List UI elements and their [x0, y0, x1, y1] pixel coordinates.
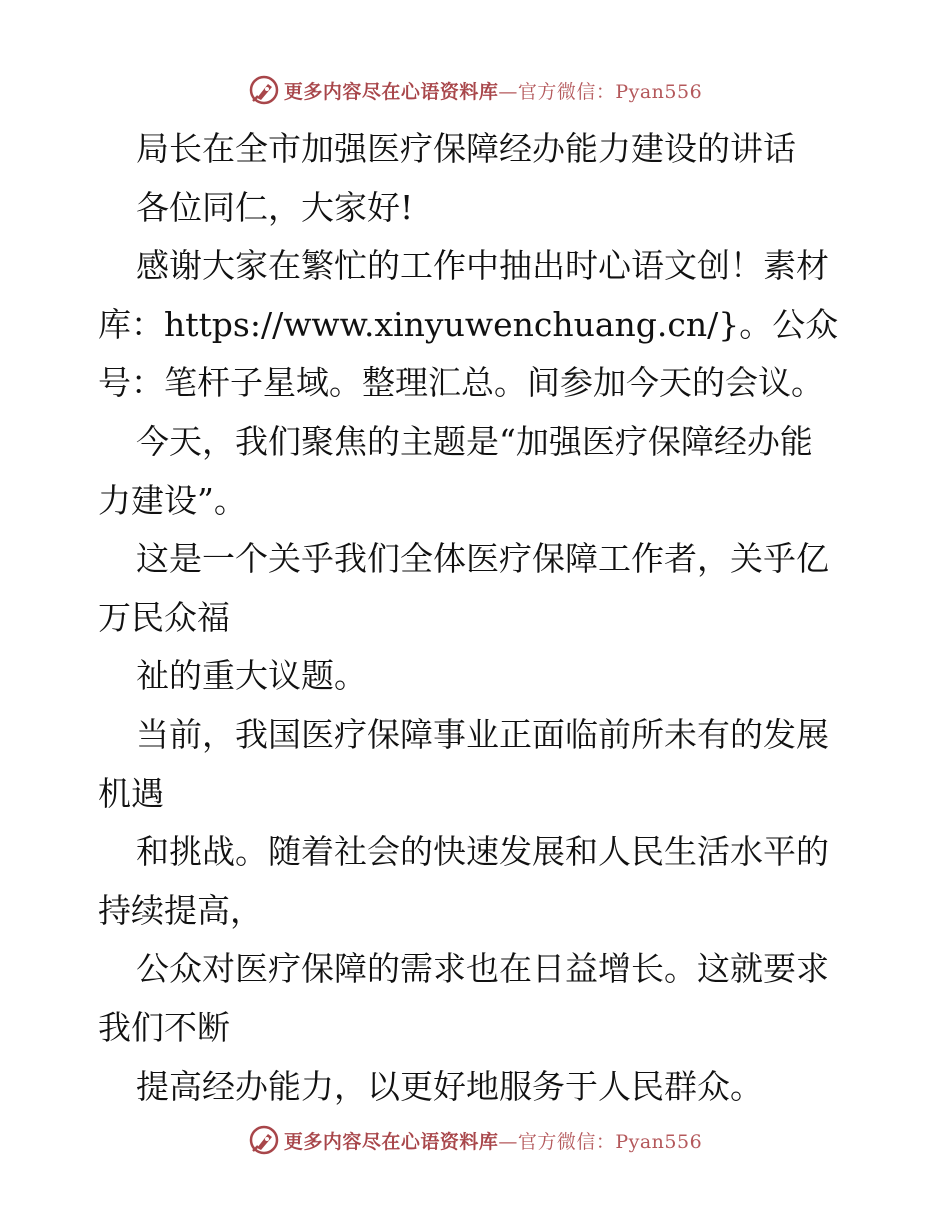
- watermark-text-bold: 更多内容尽在心语资料库: [283, 1130, 499, 1153]
- document-title: 局长在全市加强医疗保障经办能力建设的讲话: [136, 129, 796, 168]
- greeting: 各位同仁，大家好!: [136, 187, 414, 227]
- text-line: 公众对医疗保障的需求也在日益增长。这就要求: [136, 949, 829, 989]
- text-line: 库：https://www.xinyuwenchuang.cn/}。公众: [98, 304, 839, 344]
- text-line: 今天，我们聚焦的主题是“加强医疗保障经办能: [136, 421, 813, 461]
- text-line: 这是一个关乎我们全体医疗保障工作者，关乎亿: [136, 539, 829, 579]
- text-line: 我们不断: [98, 1007, 230, 1047]
- text-line: 当前，我国医疗保障事业正面临前所未有的发展: [136, 714, 829, 754]
- text-line: 机遇: [98, 773, 164, 813]
- pen-nib-circle-icon: [248, 1124, 280, 1156]
- text-line: 和挑战。随着社会的快速发展和人民生活水平的: [136, 832, 829, 872]
- footer-watermark-banner: [0, 1122, 950, 1158]
- text-line: 持续提高，: [98, 890, 263, 930]
- watermark-text: [284, 1127, 702, 1154]
- pen-nib-circle-icon: [248, 74, 280, 106]
- watermark-text-plain: —官方微信：Pyan556: [498, 80, 703, 103]
- text-line-url: [98, 296, 858, 355]
- text-line: 万民众福: [98, 597, 230, 637]
- text-line: 提高经办能力，以更好地服务于人民群众。: [136, 1066, 763, 1106]
- text-line: 感谢大家在繁忙的工作中抽出时心语文创！素材: [136, 246, 829, 286]
- text-line: 力建设”。: [98, 480, 247, 520]
- text-line: 号：笔杆子星域。整理汇总。间参加今天的会议。: [98, 363, 824, 403]
- text-line: 祉的重大议题。: [136, 656, 367, 696]
- watermark-text-bold: 更多内容尽在心语资料库: [283, 80, 499, 103]
- header-watermark-banner: [0, 72, 950, 108]
- watermark-text: [284, 77, 702, 104]
- document-body: [98, 120, 858, 1116]
- watermark-text-plain: —官方微信：Pyan556: [498, 1130, 703, 1153]
